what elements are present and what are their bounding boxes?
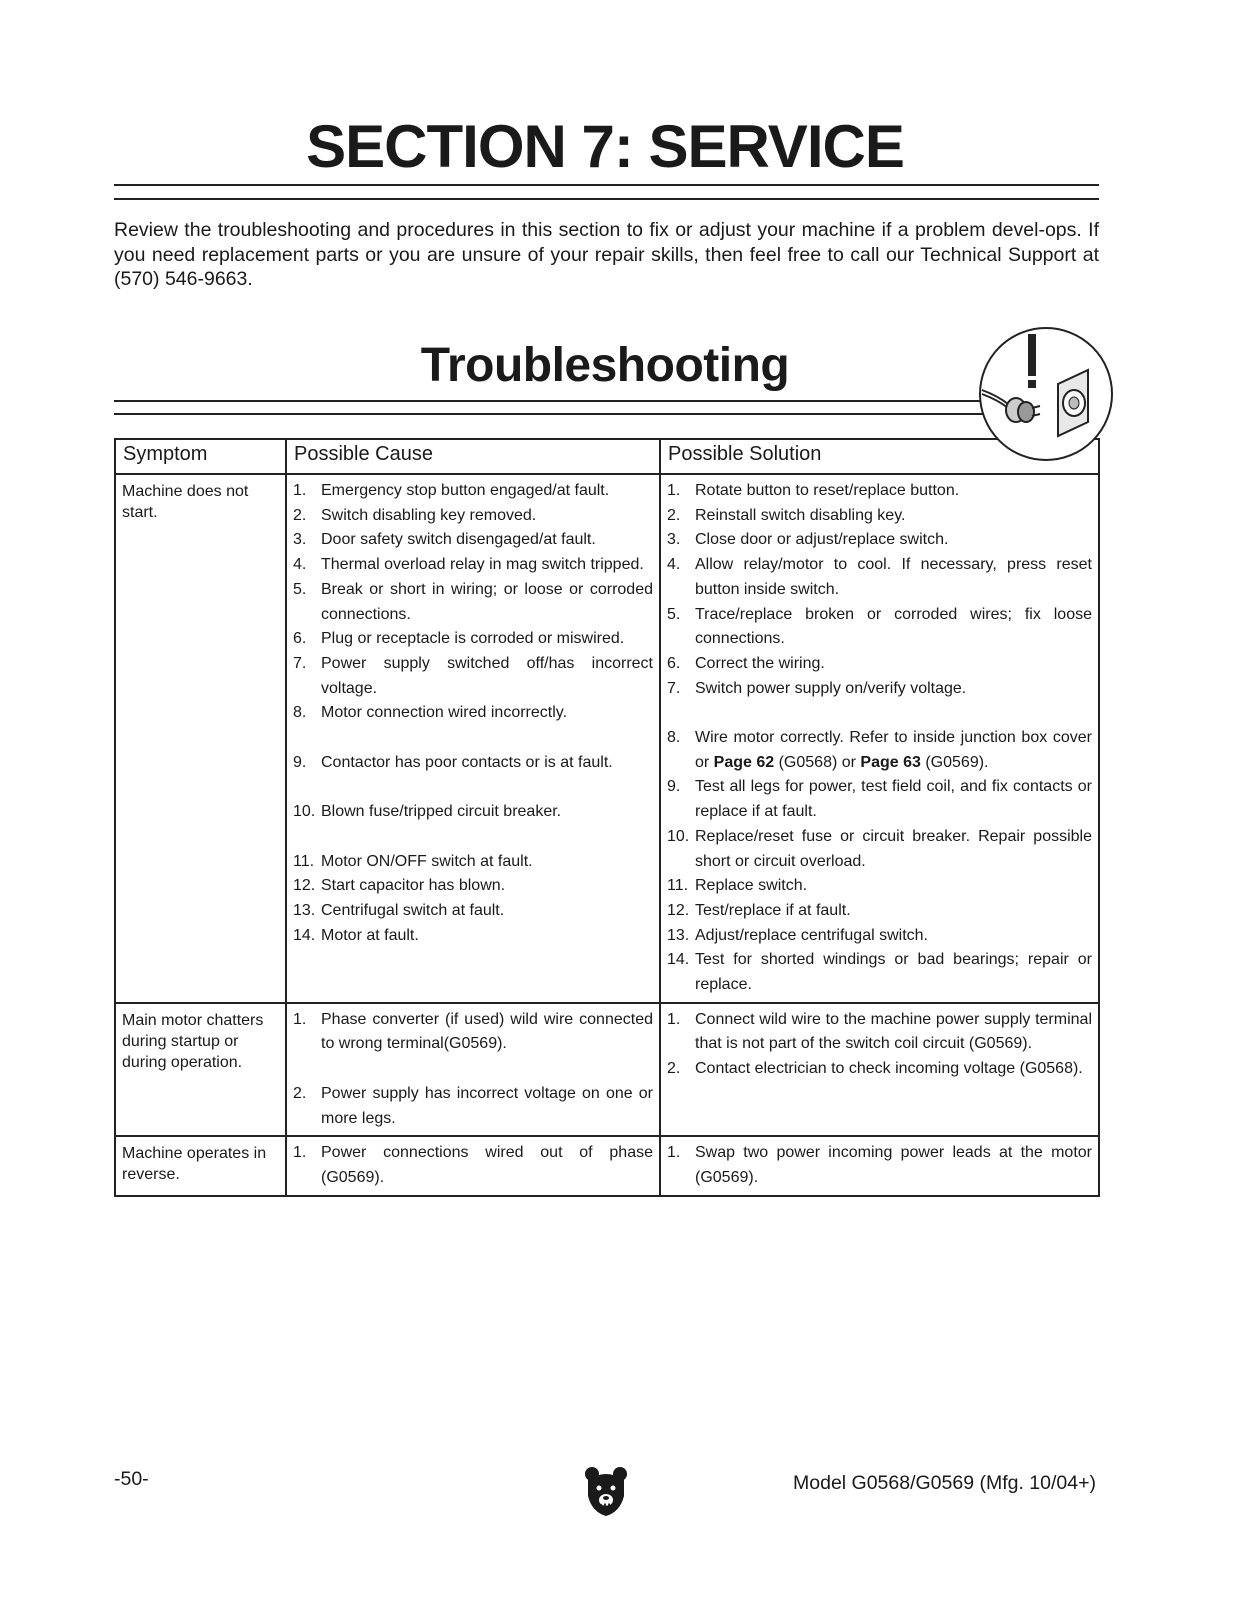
solution-item: 14. Test for shorted windings or bad bearings; repair or replace.	[667, 951, 1092, 994]
cause-item: 5. Break or short in wiring; or loose or corroded connections.	[293, 580, 653, 623]
troubleshooting-title: Troubleshooting	[420, 339, 790, 392]
cause-item: 1. Phase converter (if used) wild wire connected to wrong terminal(G0569).	[293, 1010, 653, 1053]
solution-item: 8. Wire motor correctly. Refer to inside junction box cover or Page 62 (G0568) or Page 63 (G0569).	[667, 729, 1092, 771]
solution-cell	[660, 1136, 1099, 1195]
cause-item: 14. Motor at fault.	[293, 926, 419, 944]
cause-item: 12. Start capacitor has blown.	[293, 877, 506, 895]
table-header-row	[115, 439, 1099, 474]
page-number: -50-	[114, 1468, 149, 1490]
cause-cell	[286, 474, 660, 1003]
solution-item: 7. Switch power supply on/verify voltage.	[667, 679, 967, 697]
solution-item: 4. Allow relay/motor to cool. If necessary, press reset button inside switch.	[667, 556, 1092, 598]
solution-item: 11. Replace switch.	[667, 877, 808, 895]
solution-item: 6. Correct the wiring.	[667, 654, 825, 672]
column-header-solution: Possible Solution	[660, 439, 1099, 474]
solution-item: 10. Replace/reset fuse or circuit breaker. Repair possible short or circuit overload.	[667, 827, 1092, 870]
sub-rule-bottom	[114, 413, 984, 415]
symptom-cell: Machine does not start.	[115, 474, 286, 1003]
cause-item: 2. Switch disabling key removed.	[293, 506, 537, 524]
unplug-warning-icon	[976, 326, 1116, 468]
solution-item: 12. Test/replace if at fault.	[667, 901, 851, 919]
cause-item: 13. Centrifugal switch at fault.	[293, 901, 505, 919]
cause-item: 4. Thermal overload relay in mag switch tripped.	[293, 556, 644, 574]
bear-logo-icon	[584, 1466, 628, 1518]
table-row	[115, 474, 1099, 1003]
intro-paragraph: Review the troubleshooting and procedures in this section to fix or adjust your machine if a problem devel-ops. If you need replacement parts or you are unsure of your repair skills, then feel free to call our Technical Support at (570) 546-9663.	[114, 219, 1099, 290]
cause-item: 1. Emergency stop button engaged/at fault.	[293, 482, 610, 499]
cause-item: 6. Plug or receptacle is corroded or miswired.	[293, 630, 625, 648]
symptom-cell: Main motor chatters during startup or during operation.	[115, 1003, 286, 1137]
solution-item: 3. Close door or adjust/replace switch.	[667, 531, 949, 549]
cause-item: 3. Door safety switch disengaged/at fault.	[293, 531, 596, 549]
solution-item: 1. Connect wild wire to the machine power supply terminal that is not part of the switch coil circuit (G0569).	[667, 1010, 1092, 1053]
troubleshooting-table	[114, 438, 1100, 1197]
cause-item: 11. Motor ON/OFF switch at fault.	[293, 852, 533, 870]
page-title: SECTION 7: SERVICE	[306, 113, 904, 180]
solution-item: 2. Reinstall switch disabling key.	[667, 506, 906, 524]
cause-item: 8. Motor connection wired incorrectly.	[293, 704, 568, 722]
solution-item: 1. Rotate button to reset/replace button.	[667, 482, 960, 499]
solution-item: 1. Swap two power incoming power leads at the motor (G0569).	[667, 1144, 1092, 1186]
cause-item: 7. Power supply switched off/has incorrect voltage.	[293, 654, 653, 697]
title-rule-bottom	[114, 198, 1099, 200]
table-row	[115, 1003, 1099, 1137]
page-ref: Page 63	[860, 753, 921, 771]
column-header-symptom: Symptom	[115, 439, 286, 474]
solution-cell	[660, 474, 1099, 1003]
cause-item: 10. Blown fuse/tripped circuit breaker.	[293, 803, 562, 821]
cause-cell	[286, 1003, 660, 1137]
page-ref: Page 62	[713, 753, 775, 771]
table-row	[115, 1136, 1099, 1195]
sub-rule-top	[114, 400, 984, 402]
cause-cell	[286, 1136, 660, 1195]
column-header-cause: Possible Cause	[286, 439, 660, 474]
symptom-cell: Machine operates in reverse.	[115, 1136, 286, 1195]
solution-item: 9. Test all legs for power, test field coil, and fix contacts or replace if at fault.	[667, 778, 1092, 821]
cause-item: 9. Contactor has poor contacts or is at fault.	[293, 753, 613, 771]
solution-item: 2. Contact electrician to check incoming voltage (G0568).	[667, 1060, 1083, 1078]
solution-item: 5. Trace/replace broken or corroded wires; fix loose connections.	[667, 605, 1092, 648]
cause-item: 2. Power supply has incorrect voltage on one or more legs.	[293, 1084, 653, 1127]
solution-cell	[660, 1003, 1099, 1137]
cause-item: 1. Power connections wired out of phase (G0569).	[293, 1144, 653, 1186]
model-label: Model G0568/G0569 (Mfg. 10/04+)	[793, 1472, 1096, 1494]
solution-item: 13. Adjust/replace centrifugal switch.	[667, 926, 928, 944]
title-rule-top	[114, 184, 1099, 186]
